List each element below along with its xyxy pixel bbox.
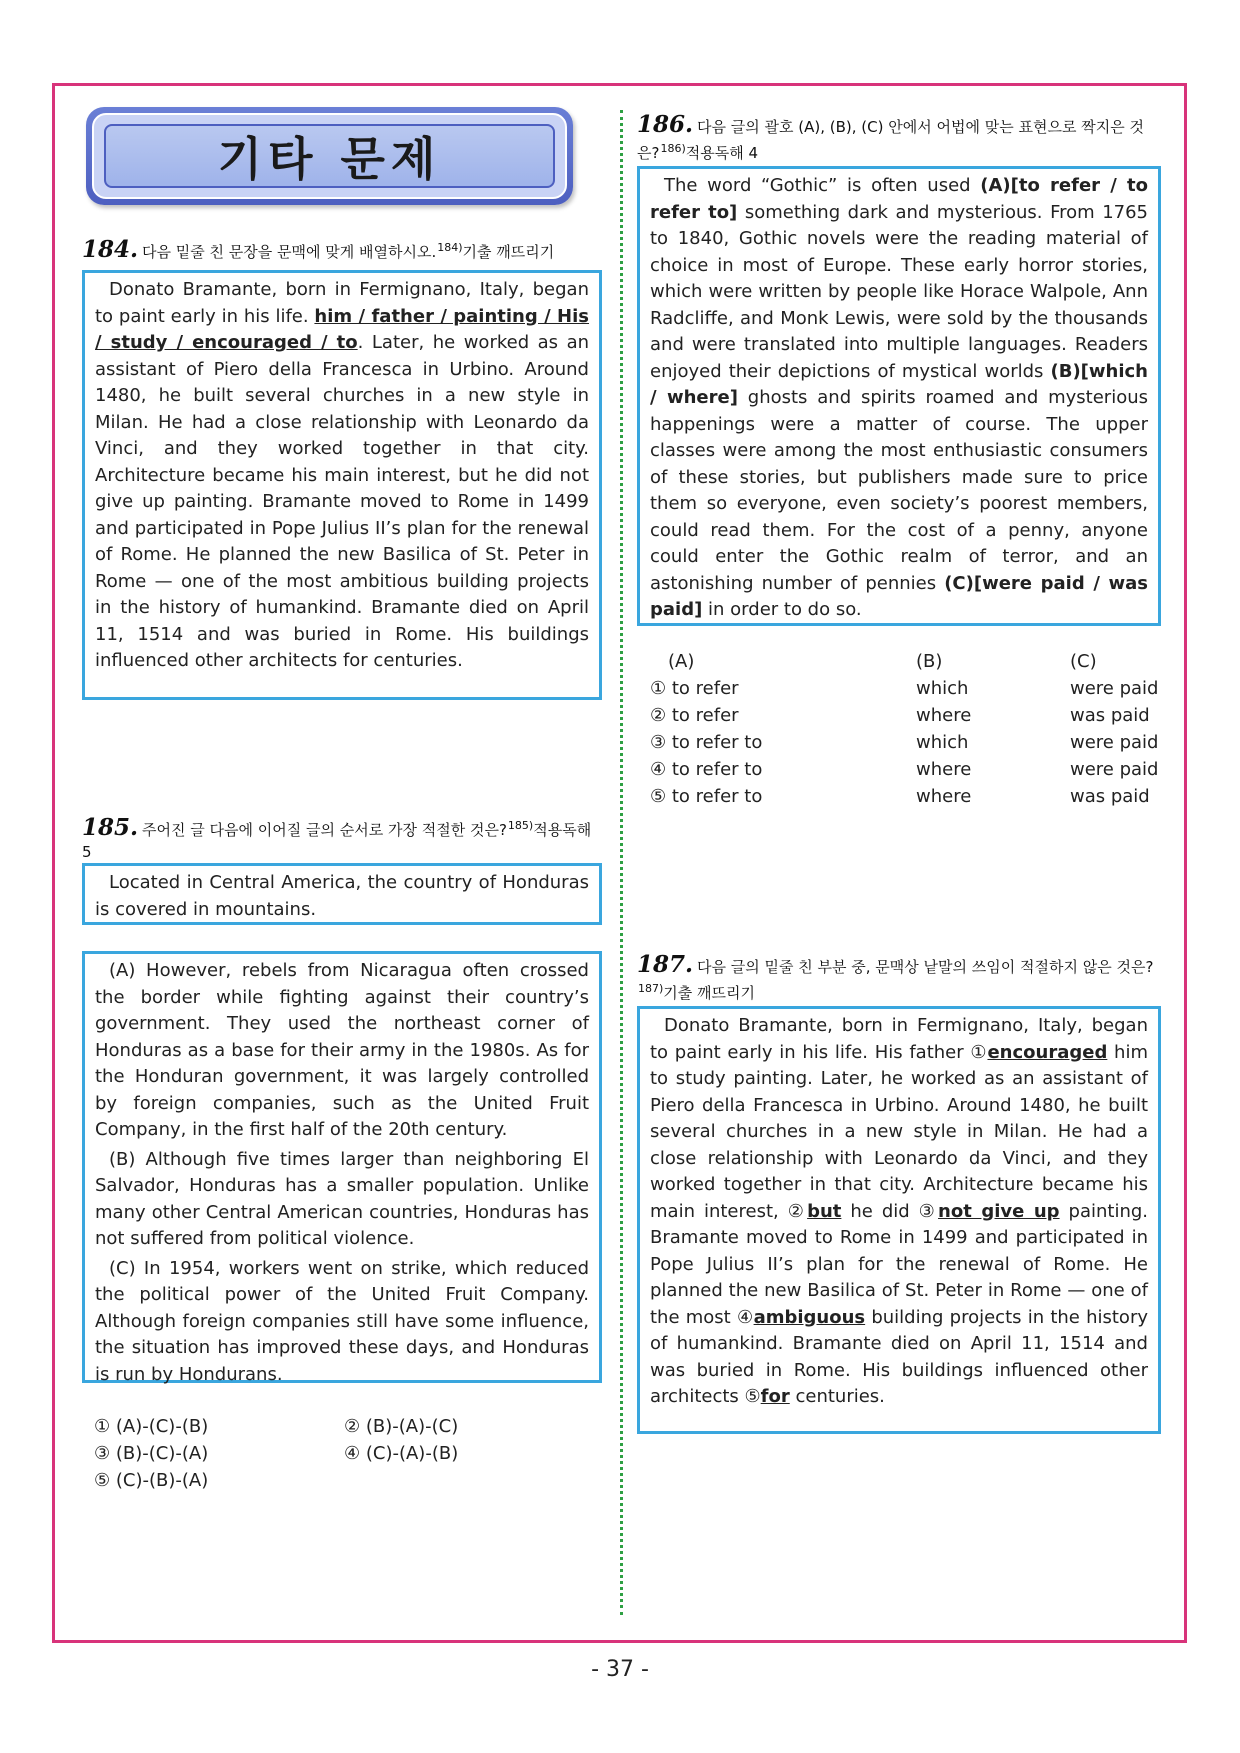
q186-header-c: (C) bbox=[1070, 651, 1097, 672]
q186-choice-1-a: ① to refer bbox=[650, 678, 739, 699]
q186-choices-header bbox=[650, 648, 1170, 675]
q186-bracket-c: (C)[were paid / was paid] bbox=[650, 572, 1149, 620]
q186-text-3: ghosts and spirits roamed and mysterious happenings were a matter of course. The upper classes were among the most enthusiastic consumers of these stories, but publishers made sure to price them so everyone, even society’s poorest members, could read them. For the cost of a penny, anyone could enter the Gothic realm of terror, and an astonishing number of pennies bbox=[650, 387, 1148, 594]
q187-text-6: centuries. bbox=[789, 1386, 885, 1407]
q187-marker-3: ③ bbox=[918, 1200, 939, 1222]
q187-marker-2: ② bbox=[787, 1200, 808, 1222]
q186-passage bbox=[650, 173, 1148, 624]
section-title: 기타 문제 bbox=[217, 132, 442, 186]
q186-number: 186. bbox=[637, 111, 694, 138]
q185-header bbox=[82, 815, 602, 863]
q187-passage-box bbox=[637, 1006, 1161, 1434]
q187-marker-4: ④ bbox=[736, 1306, 754, 1328]
q185-paragraph-c: (C) In 1954, workers went on strike, which reduced the political power of the United Fruit Company. Although foreign companies still have some influence, the situation has improved these days, and Honduras is run by Hondurans. bbox=[95, 1257, 589, 1385]
q186-bracket-b: (B)[which / where] bbox=[650, 360, 1148, 408]
q185-choice-row bbox=[94, 1440, 594, 1467]
q186-choice-4-a: ④ to refer to bbox=[650, 759, 763, 780]
q186-choice-4[interactable] bbox=[650, 756, 1170, 783]
q185-choice-row bbox=[94, 1467, 594, 1494]
q184-text-1: Donato Bramante, born in Fermignano, Italy, began to paint early in his life. bbox=[95, 279, 589, 327]
q186-choice-3-c: were paid bbox=[1070, 732, 1159, 753]
q184-header bbox=[82, 237, 602, 263]
q185-choice-3[interactable]: ③ (B)-(C)-(A) bbox=[94, 1443, 209, 1464]
q184-instruction: 다음 밑줄 친 문장을 문맥에 맞게 배열하시오. bbox=[142, 243, 437, 261]
q186-bracket-a: (A)[to refer / to refer to] bbox=[650, 175, 1148, 223]
q185-given-box bbox=[82, 863, 602, 925]
q186-choice-1-c: were paid bbox=[1070, 678, 1159, 699]
q186-header bbox=[637, 111, 1157, 164]
q184-underlined-sentence: him / father / painting / His / study / encouraged / to bbox=[95, 305, 590, 353]
q187-underlined-4: ambiguous bbox=[753, 1306, 866, 1328]
q184-source: 기출 깨뜨리기 bbox=[462, 243, 555, 261]
q187-passage bbox=[650, 1013, 1148, 1411]
q186-footnote: 186) bbox=[660, 142, 686, 155]
q186-choice-4-c: were paid bbox=[1070, 759, 1159, 780]
q186-choices-table bbox=[650, 648, 1170, 810]
q186-choice-2-a: ② to refer bbox=[650, 705, 739, 726]
q187-underlined-3: not give up bbox=[938, 1200, 1060, 1222]
q187-text-5: building projects in the history of humankind. Bramante died on April 11, 1514 and was buried in Rome. His buildings influenced other architects bbox=[650, 1306, 1148, 1407]
q186-passage-box bbox=[637, 166, 1161, 626]
q186-choice-3-a: ③ to refer to bbox=[650, 732, 763, 753]
q187-underlined-5: for bbox=[760, 1386, 790, 1407]
q186-choice-2-c: was paid bbox=[1070, 705, 1150, 726]
q186-choice-4-b: where bbox=[916, 759, 972, 780]
title-plate-inner bbox=[104, 124, 555, 188]
q185-footnote: 185) bbox=[507, 819, 534, 832]
column-divider bbox=[620, 110, 623, 1615]
q184-passage-box bbox=[82, 270, 602, 700]
q185-choice-5[interactable]: ⑤ (C)-(B)-(A) bbox=[94, 1470, 209, 1491]
q186-text-4: in order to do so. bbox=[702, 599, 862, 620]
q184-number: 184. bbox=[82, 236, 139, 263]
q186-choice-3[interactable] bbox=[650, 729, 1170, 756]
q185-paragraph-a: (A) However, rebels from Nicaragua often crossed the border while fighting against their country’s government. They used the northeast corner of Honduras as a base for their army in the 1980s. As for the Honduran government, it was largely controlled by foreign companies, such as the United Fruit Company, in the first half of the 20th century. bbox=[95, 960, 589, 1140]
q187-source: 기출 깨뜨리기 bbox=[663, 984, 756, 1002]
q187-underlined-1: encouraged bbox=[987, 1041, 1108, 1063]
title-plate-border bbox=[92, 113, 567, 199]
q187-text-1: Donato Bramante, born in Fermignano, Italy, began to paint early in his life. His father bbox=[650, 1015, 1148, 1063]
q186-choice-5-c: was paid bbox=[1070, 786, 1150, 807]
q186-source: 적용독해 4 bbox=[685, 144, 759, 162]
q185-number: 185. bbox=[82, 814, 139, 841]
q186-text-2: something dark and mysterious. From 1765 to 1840, Gothic novels were the reading material of choice in most of Europe. These early horror stories, which were written by people like Horace Walpole, Ann Radcliffe, and Monk Lewis, were sold by the thousands and were translated into multiple languages. Readers enjoyed their depictions of mystical worlds bbox=[650, 201, 1149, 382]
q184-text-2: . Later, he worked as an assistant of Piero della Francesca in Urbino. Around 1480, he built several churches in a new style in Milan. He had a close relationship with Leonardo da Vinci, and they worked together in that city. Architecture became his main interest, but he did not give up painting. Bramante moved to Rome in 1499 and participated in Pope Julius II’s plan for the renewal of Rome. He planned the new Basilica of St. Peter in Rome — one of the most ambitious building projects in the history of humankind. Bramante died on April 11, 1514 and was buried in Rome. His buildings influenced other architects for centuries. bbox=[95, 332, 590, 671]
q187-marker-5: ⑤ bbox=[744, 1386, 761, 1407]
q187-marker-1: ① bbox=[970, 1041, 988, 1063]
q187-number: 187. bbox=[637, 951, 694, 978]
q185-choice-1[interactable]: ① (A)-(C)-(B) bbox=[94, 1416, 209, 1437]
q186-choice-5-b: where bbox=[916, 786, 972, 807]
page-number: - 37 - bbox=[591, 1657, 649, 1682]
q185-paragraph-b: (B) Although five times larger than neighboring El Salvador, Honduras has a smaller population. Unlike many other Central American countries, Honduras has not suffered from political violence. bbox=[95, 1148, 589, 1249]
q185-choice-2[interactable]: ② (B)-(A)-(C) bbox=[344, 1416, 459, 1437]
q186-choice-3-b: which bbox=[916, 732, 969, 753]
q187-instruction: 다음 글의 밑줄 친 부분 중, 문맥상 낱말의 쓰임이 적절하지 않은 것은? bbox=[697, 958, 1154, 976]
q187-text-4: painting. Bramante moved to Rome in 1499 and participated in Pope Julius II’s plan for the renewal of Rome. He planned the new Basilica of St. Peter in Rome — one of the most bbox=[650, 1200, 1149, 1328]
q187-text-3: he did bbox=[841, 1200, 919, 1222]
q187-header bbox=[637, 951, 1157, 1004]
q185-instruction: 주어진 글 다음에 이어질 글의 순서로 가장 적절한 것은? bbox=[142, 821, 507, 839]
q186-instruction: 다음 글의 괄호 (A), (B), (C) 안에서 어법에 맞는 표현으로 짝지은 것은? bbox=[637, 118, 1144, 162]
q185-choice-row bbox=[94, 1413, 594, 1440]
q186-choice-5-a: ⑤ to refer to bbox=[650, 786, 763, 807]
q184-passage bbox=[95, 277, 589, 675]
q184-footnote: 184) bbox=[437, 241, 463, 254]
q185-choice-4[interactable]: ④ (C)-(A)-(B) bbox=[344, 1443, 459, 1464]
q186-choice-2-b: where bbox=[916, 705, 972, 726]
q186-choice-1-b: which bbox=[916, 678, 969, 699]
q185-source: 적용독해 5 bbox=[82, 821, 592, 861]
q187-footnote: 187) bbox=[638, 982, 664, 995]
q186-choice-5[interactable] bbox=[650, 783, 1170, 810]
section-title-plate bbox=[86, 107, 573, 205]
q186-header-a: (A) bbox=[668, 651, 695, 672]
q185-paragraphs-box bbox=[82, 951, 602, 1383]
q186-text-1: The word “Gothic” is often used bbox=[664, 175, 981, 196]
q186-choice-1[interactable] bbox=[650, 675, 1170, 702]
q187-text-2: him to study painting. Later, he worked as an assistant of Piero della Francesca in Urbino. Around 1480, he built several churches in a new style in Milan. He had a close relationship with Leonardo da Vinci, and they worked together in that city. Architecture became his main interest, bbox=[650, 1041, 1148, 1222]
q185-choices bbox=[94, 1413, 594, 1494]
q186-choice-2[interactable] bbox=[650, 702, 1170, 729]
q186-header-b: (B) bbox=[916, 651, 943, 672]
q185-given-text: Located in Central America, the country of Honduras is covered in mountains. bbox=[95, 872, 589, 920]
q187-underlined-2: but bbox=[807, 1200, 842, 1222]
